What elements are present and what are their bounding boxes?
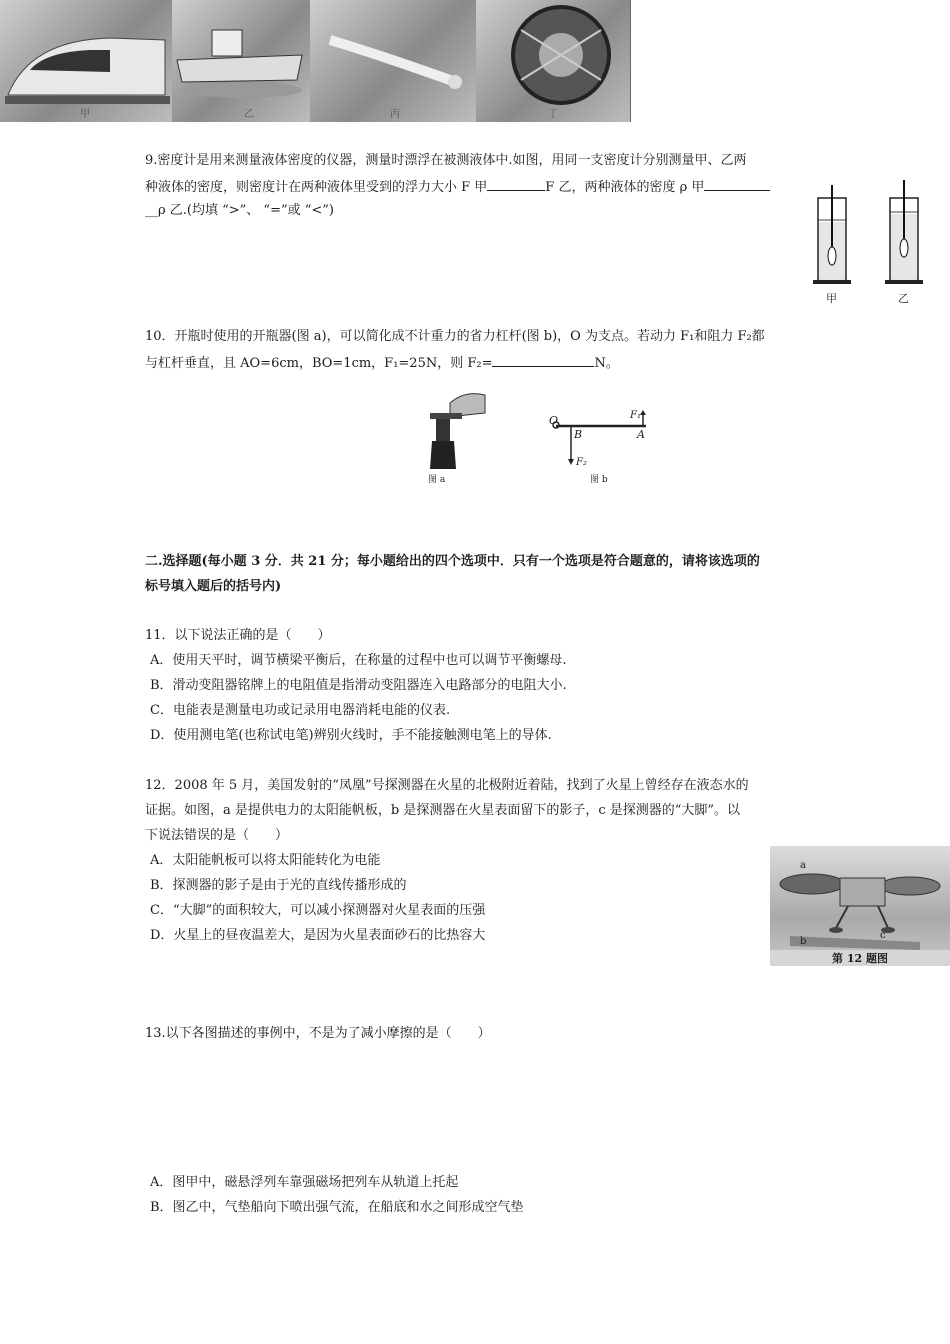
hydrometer-figure [808, 180, 938, 305]
section-2-heading-2: 标号填入题后的括号内) [145, 579, 282, 594]
caption-yi: 乙 [244, 109, 254, 120]
fig-a-caption: 图 a [428, 475, 446, 485]
lever-label-f1: F₁ [630, 410, 641, 421]
q11-option-c[interactable]: C．电能表是测量电功或记录用电器消耗电能的仪表. [150, 703, 451, 718]
lever-label-o: O [549, 414, 559, 427]
q12-option-b[interactable]: B．探测器的影子是由于光的直线传播形成的 [150, 878, 407, 893]
caption-ding: 丁 [548, 109, 558, 120]
q9-text-2b: F 乙，两种液体的密度 ρ 甲 [545, 180, 705, 195]
hydrometer-label-jia: 甲 [826, 292, 837, 305]
phoenix-lander-icon [770, 846, 950, 966]
phoenix-label-b: b [800, 936, 807, 947]
maglev-train-icon [0, 0, 172, 122]
q13-stem: 13.以下各图描述的事例中，不是为了减小摩擦的是（ ） [145, 1026, 491, 1041]
q13-option-a[interactable]: A．图甲中，磁悬浮列车靠强磁场把列车从轨道上托起 [150, 1175, 459, 1190]
q9-text-2a: 种液体的密度，则密度计在两种液体里受到的浮力大小 F 甲 [145, 180, 488, 195]
phoenix-caption: 第 12 题图 [832, 952, 888, 965]
q10-blank[interactable] [492, 353, 594, 367]
photo-hovercraft [172, 0, 311, 122]
q12-line-3: 下说法错误的是（ ） [145, 828, 289, 843]
photo-tire-chains [476, 0, 631, 122]
q10-line-2 [145, 353, 619, 373]
hydrometer-label-yi: 乙 [898, 292, 909, 305]
q11-option-a[interactable]: A．使用天平时，调节横梁平衡后，在称量的过程中也可以调节平衡螺母. [150, 653, 567, 668]
tire-chains-icon [476, 0, 630, 122]
q12-option-c[interactable]: C．“大脚”的面积较大，可以减小探测器对火星表面的压强 [150, 903, 486, 918]
q13-option-b[interactable]: B．图乙中，气垫船向下喷出强气流，在船底和水之间形成空气垫 [150, 1200, 524, 1215]
lever-label-b: B [574, 428, 583, 441]
q9-blank-1[interactable] [487, 177, 545, 191]
hovercraft-icon [172, 0, 310, 122]
fig-b-caption: 图 b [590, 475, 608, 485]
caption-jia: 甲 [80, 109, 90, 120]
bottle-opener-figure [420, 385, 490, 485]
q12-option-d[interactable]: D．火星上的昼夜温差大，是因为火星表面砂石的比热容大 [150, 928, 486, 943]
q10-text-2a: 与杠杆垂直，且 AO=6cm，BO=1cm，F₁=25N，则 F₂= [145, 356, 493, 371]
hydrometer-jia [813, 185, 851, 284]
caption-bing: 丙 [390, 109, 400, 120]
hydrometer-yi [885, 180, 923, 284]
q9-line-2 [145, 177, 770, 197]
photo-maglev-train [0, 0, 173, 122]
q11-option-b[interactable]: B．滑动变阻器铭牌上的电阻值是指滑动变阻器连入电路部分的电阻大小. [150, 678, 567, 693]
q9-line-1: 9.密度计是用来测量液体密度的仪器，测量时漂浮在被测液体中.如图，用同一支密度计分别测量甲、乙两 [145, 153, 747, 168]
q9-line-3: __ρ 乙.(均填 “>”、 “=”或 “<”) [145, 203, 335, 218]
lever-label-f2: F₂ [576, 457, 587, 468]
phoenix-lander-photo [770, 846, 950, 966]
q12-option-a[interactable]: A．太阳能帆板可以将太阳能转化为电能 [150, 853, 381, 868]
q12-line-1: 12．2008 年 5 月，美国发射的“凤凰”号探测器在火星的北极附近着陆，找到了火星上曾经存在液态水的 [145, 778, 749, 793]
q11-stem: 11．以下说法正确的是（ ） [145, 628, 331, 643]
q11-option-d[interactable]: D．使用测电笔(也称试电笔)辨别火线时，手不能接触测电笔上的导体. [150, 728, 552, 743]
swimmer-icon [310, 0, 476, 122]
section-2-heading-1: 二.选择题(每小题 3 分．共 21 分；每小题给出的四个选项中．只有一个选项是符合题意的，请将该选项的 [145, 554, 760, 569]
phoenix-label-a: a [800, 860, 806, 871]
q10-text-2b: N。 [594, 356, 619, 371]
phoenix-label-c: c [880, 930, 886, 941]
q9-blank-2[interactable] [704, 177, 770, 191]
q12-line-2: 证据。如图，a 是提供电力的太阳能帆板，b 是探测器在火星表面留下的影子，c 是探测器的“大脚”。以 [145, 803, 741, 818]
lever-label-a: A [637, 428, 645, 441]
q10-line-1: 10．开瓶时使用的开瓶器(图 a)，可以简化成不计重力的省力杠杆(图 b)，O 为支点。若动力 F₁和阻力 F₂都 [145, 329, 765, 344]
photo-swimmer [310, 0, 477, 122]
